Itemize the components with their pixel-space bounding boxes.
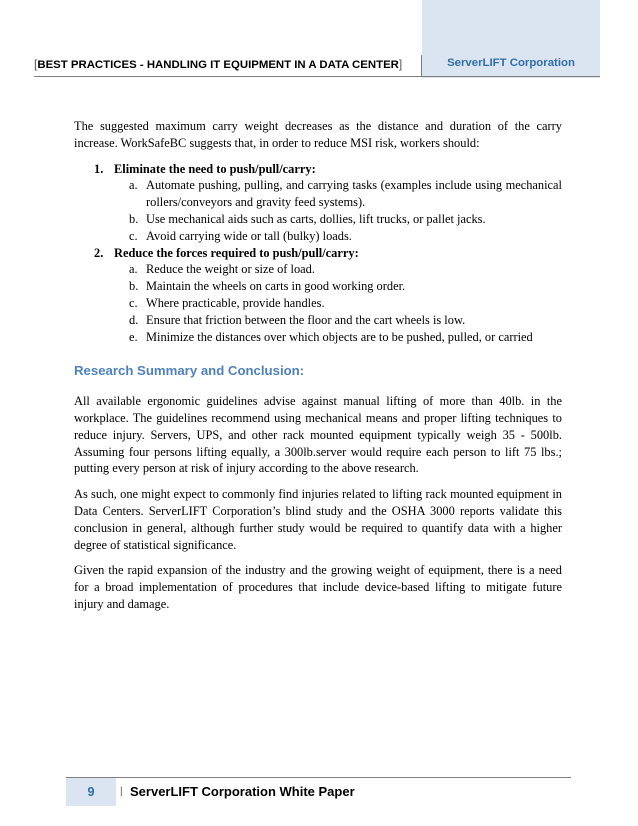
sub-text: Ensure that friction between the floor and the cart wheels is low. [146,312,466,327]
sub-list-item [129,329,562,346]
page-number: 9 [87,785,95,799]
sub-letter: a. [129,262,138,277]
header-company: ServerLIFT Corporation [447,57,575,69]
footer-title: ServerLIFT Corporation White Paper [130,784,355,799]
sub-list-item [129,312,562,329]
list-item [74,161,562,245]
sub-list-item [129,295,562,312]
list-number: 2. [94,245,104,260]
sub-letter: e. [129,329,138,344]
sub-list [114,261,562,345]
section-heading: Research Summary and Conclusion: [74,363,305,379]
list-item [74,245,562,346]
header-title [34,57,402,71]
footer-separator: | [120,786,123,797]
sub-letter: c. [129,228,138,243]
sub-text: Automate pushing, pulling, and carrying tasks (examples include using mechanical rollers/conveyors and gravity feed systems). [146,178,562,210]
sub-list-item [129,228,562,245]
sub-list-item [129,278,562,295]
sub-text: Use mechanical aids such as carts, dollies, lift trucks, or pallet jacks. [146,211,486,226]
page-content [74,118,562,622]
sub-list [114,177,562,244]
summary-paragraph: As such, one might expect to commonly find injuries related to lifting rack mounted equipment in Data Centers. ServerLIFT Corporation’s blind study and the OSHA 3000 reports validate this conclusion in general, although further study would be required to quantify data with a higher degree of statistical significance. [74,487,562,552]
sub-list-item [129,211,562,228]
header-title-text: BEST PRACTICES - HANDLING IT EQUIPMENT IN A DATA CENTER [37,59,399,71]
header-bracket-open: [ [34,57,38,71]
sub-list-item [129,261,562,278]
intro-paragraph: The suggested maximum carry weight decreases as the distance and duration of the carry increase. WorkSafeBC suggests that, in order to reduce MSI risk, workers should: [74,119,562,150]
sub-text: Where practicable, provide handles. [146,295,325,310]
sub-text: Avoid carrying wide or tall (bulky) loads. [146,228,352,243]
list-title: Eliminate the need to push/pull/carry: [114,161,316,176]
sub-text: Minimize the distances over which objects are to be pushed, pulled, or carried [146,329,533,344]
sub-text: Reduce the weight or size of load. [146,262,315,277]
header-rule [34,76,600,77]
recommendation-list [74,161,562,346]
sub-letter: d. [129,312,139,327]
list-number: 1. [94,161,104,176]
footer-rule [66,777,571,778]
sub-list-item [129,177,562,211]
sub-letter: b. [129,279,139,294]
sub-letter: a. [129,178,138,193]
header-bracket-close: ] [398,57,403,71]
sub-text: Maintain the wheels on carts in good working order. [146,279,406,294]
list-title: Reduce the forces required to push/pull/carry: [114,245,359,260]
summary-paragraph: All available ergonomic guidelines advise against manual lifting of more than 40lb. in the workplace. The guidelines recommend using mechanical means and proper lifting techniques to reduce injury. Servers, UPS, and other rack mounted equipment typically weigh 35 - 500lb. Assuming four persons lifting equally, a 300lb.server would require each person to lift 75 lbs.; putting every person at risk of injury according to the above research. [74,394,562,476]
sub-letter: b. [129,211,139,226]
sub-letter: c. [129,295,138,310]
summary-paragraph: Given the rapid expansion of the industry and the growing weight of equipment, there is a need for a broad implementation of procedures that include device-based lifting to mitigate future injury and damage. [74,563,562,611]
